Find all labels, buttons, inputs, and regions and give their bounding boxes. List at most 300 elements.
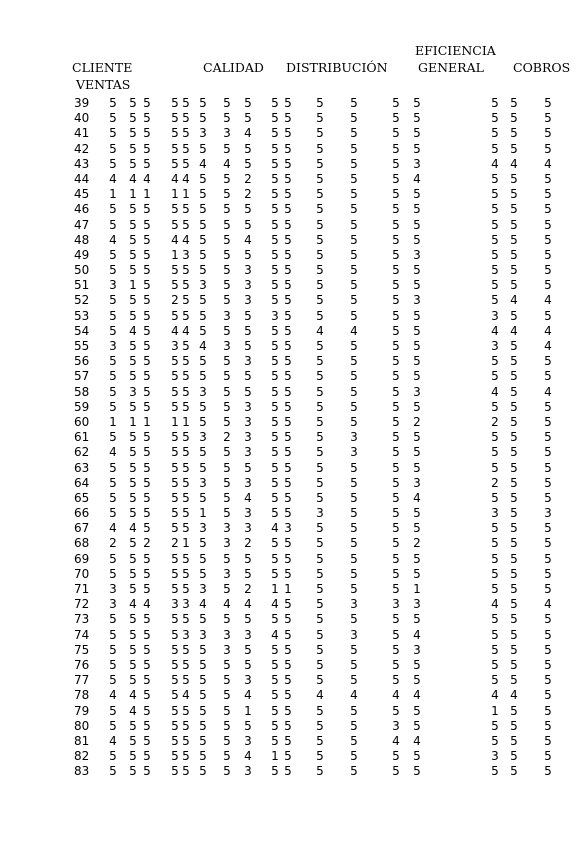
table-row xyxy=(0,719,580,734)
table-cell: 5 xyxy=(109,764,117,779)
table-cell: 4 xyxy=(182,688,190,703)
table-cell: 5 xyxy=(316,597,324,612)
table-cell: 5 xyxy=(143,627,151,642)
table-cell: 5 xyxy=(143,657,151,672)
table-cell: 5 xyxy=(223,278,231,293)
table-row xyxy=(0,415,580,430)
row-id: 46 xyxy=(74,202,90,217)
table-cell: 5 xyxy=(413,202,421,217)
table-cell: 5 xyxy=(350,460,358,475)
table-cell: 5 xyxy=(129,232,137,247)
table-cell: 5 xyxy=(392,126,400,141)
table-cell: 5 xyxy=(316,430,324,445)
table-cell: 5 xyxy=(182,673,190,688)
table-cell: 5 xyxy=(350,156,358,171)
table-cell: 5 xyxy=(392,506,400,521)
table-cell: 5 xyxy=(392,764,400,779)
table-cell: 5 xyxy=(316,445,324,460)
table-cell: 4 xyxy=(491,688,499,703)
table-cell: 5 xyxy=(271,430,279,445)
table-cell: 5 xyxy=(129,430,137,445)
header-eficiencia: EFICIENCIA xyxy=(415,43,496,58)
table-cell: 5 xyxy=(284,111,292,126)
table-cell: 3 xyxy=(491,339,499,353)
table-cell: 4 xyxy=(244,597,252,612)
table-cell: 5 xyxy=(544,96,552,110)
table-cell: 1 xyxy=(143,187,151,202)
table-cell: 5 xyxy=(544,642,552,657)
table-cell: 4 xyxy=(413,171,421,186)
table-cell: 5 xyxy=(171,141,179,156)
table-cell: 5 xyxy=(510,354,518,369)
table-cell: 5 xyxy=(316,475,324,490)
table-cell: 5 xyxy=(109,384,117,399)
table-cell: 5 xyxy=(271,460,279,475)
table-row xyxy=(0,536,580,551)
table-cell: 4 xyxy=(510,323,518,338)
table-cell: 5 xyxy=(392,141,400,156)
table-cell: 5 xyxy=(413,506,421,521)
table-row xyxy=(0,385,580,400)
table-cell: 5 xyxy=(223,217,231,232)
table-cell: 5 xyxy=(182,384,190,399)
table-cell: 5 xyxy=(350,582,358,596)
table-cell: 5 xyxy=(182,126,190,141)
table-cell: 5 xyxy=(143,733,151,748)
table-cell: 5 xyxy=(109,566,117,581)
table-cell: 5 xyxy=(129,217,137,232)
table-cell: 2 xyxy=(413,536,421,551)
table-cell: 5 xyxy=(182,308,190,323)
table-cell: 5 xyxy=(129,369,137,384)
table-cell: 5 xyxy=(244,111,252,126)
table-cell: 5 xyxy=(392,551,400,566)
table-cell: 5 xyxy=(109,111,117,126)
table-cell: 5 xyxy=(544,460,552,475)
table-cell: 2 xyxy=(491,475,499,490)
header-cliente: CLIENTE xyxy=(72,60,133,75)
table-cell: 5 xyxy=(316,657,324,672)
header-calidad: CALIDAD xyxy=(203,60,264,75)
table-cell: 5 xyxy=(171,399,179,414)
table-cell: 5 xyxy=(316,566,324,581)
table-cell: 4 xyxy=(392,688,400,703)
table-cell: 5 xyxy=(271,354,279,369)
table-cell: 3 xyxy=(199,582,207,596)
table-cell: 1 xyxy=(271,749,279,764)
table-cell: 5 xyxy=(244,657,252,672)
table-cell: 5 xyxy=(199,96,207,110)
table-cell: 5 xyxy=(271,733,279,748)
table-cell: 5 xyxy=(510,399,518,414)
table-cell: 1 xyxy=(143,414,151,429)
table-cell: 5 xyxy=(350,96,358,110)
table-cell: 5 xyxy=(223,673,231,688)
table-cell: 5 xyxy=(284,384,292,399)
table-cell: 5 xyxy=(171,749,179,764)
table-cell: 5 xyxy=(271,384,279,399)
table-cell: 3 xyxy=(491,308,499,323)
table-cell: 5 xyxy=(143,718,151,733)
table-cell: 5 xyxy=(271,566,279,581)
table-cell: 5 xyxy=(223,171,231,186)
table-cell: 5 xyxy=(350,187,358,202)
table-cell: 3 xyxy=(491,749,499,764)
table-cell: 5 xyxy=(413,126,421,141)
table-cell: 5 xyxy=(510,733,518,748)
table-cell: 3 xyxy=(199,521,207,536)
row-id: 62 xyxy=(74,445,90,460)
row-id: 63 xyxy=(74,460,90,475)
table-cell: 2 xyxy=(244,582,252,596)
table-cell: 5 xyxy=(413,263,421,278)
table-cell: 4 xyxy=(544,156,552,171)
table-cell: 5 xyxy=(350,612,358,627)
table-cell: 5 xyxy=(271,551,279,566)
table-cell: 5 xyxy=(544,673,552,688)
table-cell: 5 xyxy=(182,764,190,779)
row-id: 42 xyxy=(74,141,90,156)
table-cell: 5 xyxy=(413,703,421,718)
table-cell: 5 xyxy=(223,551,231,566)
table-cell: 5 xyxy=(316,202,324,217)
table-cell: 5 xyxy=(143,308,151,323)
table-cell: 5 xyxy=(271,657,279,672)
table-cell: 5 xyxy=(171,642,179,657)
table-cell: 5 xyxy=(199,718,207,733)
table-cell: 2 xyxy=(143,536,151,551)
table-cell: 5 xyxy=(510,187,518,202)
table-cell: 3 xyxy=(271,308,279,323)
table-cell: 3 xyxy=(182,627,190,642)
table-cell: 4 xyxy=(544,339,552,353)
table-cell: 5 xyxy=(199,657,207,672)
table-cell: 5 xyxy=(223,111,231,126)
table-cell: 4 xyxy=(182,232,190,247)
table-cell: 5 xyxy=(544,369,552,384)
table-cell: 1 xyxy=(109,187,117,202)
table-cell: 5 xyxy=(544,445,552,460)
table-cell: 5 xyxy=(544,749,552,764)
table-cell: 5 xyxy=(284,263,292,278)
row-id: 56 xyxy=(74,354,90,369)
table-cell: 5 xyxy=(171,278,179,293)
table-cell: 5 xyxy=(284,749,292,764)
table-cell: 5 xyxy=(109,354,117,369)
table-cell: 5 xyxy=(284,126,292,141)
table-cell: 5 xyxy=(392,96,400,110)
table-cell: 3 xyxy=(182,247,190,262)
table-cell: 5 xyxy=(129,126,137,141)
table-cell: 5 xyxy=(316,278,324,293)
table-cell: 5 xyxy=(316,384,324,399)
table-cell: 5 xyxy=(109,612,117,627)
table-cell: 5 xyxy=(316,232,324,247)
table-cell: 5 xyxy=(284,657,292,672)
table-cell: 5 xyxy=(284,308,292,323)
table-cell: 5 xyxy=(223,657,231,672)
table-cell: 4 xyxy=(129,323,137,338)
table-cell: 5 xyxy=(182,141,190,156)
table-cell: 5 xyxy=(223,749,231,764)
table-cell: 5 xyxy=(271,536,279,551)
table-cell: 4 xyxy=(143,597,151,612)
table-cell: 5 xyxy=(129,339,137,353)
table-cell: 5 xyxy=(284,430,292,445)
table-cell: 5 xyxy=(316,460,324,475)
table-cell: 5 xyxy=(284,506,292,521)
table-cell: 5 xyxy=(544,354,552,369)
table-cell: 3 xyxy=(199,126,207,141)
table-cell: 3 xyxy=(413,384,421,399)
row-id: 51 xyxy=(74,278,90,293)
table-cell: 5 xyxy=(199,566,207,581)
table-cell: 5 xyxy=(171,308,179,323)
table-row xyxy=(0,278,580,293)
table-cell: 5 xyxy=(316,733,324,748)
table-cell: 5 xyxy=(510,414,518,429)
table-cell: 5 xyxy=(316,521,324,536)
table-cell: 5 xyxy=(284,673,292,688)
table-cell: 5 xyxy=(223,384,231,399)
row-id: 65 xyxy=(74,490,90,505)
table-cell: 5 xyxy=(491,521,499,536)
table-cell: 5 xyxy=(182,749,190,764)
table-cell: 3 xyxy=(199,430,207,445)
table-cell: 5 xyxy=(143,582,151,596)
table-cell: 5 xyxy=(182,354,190,369)
table-cell: 5 xyxy=(244,369,252,384)
table-cell: 5 xyxy=(129,354,137,369)
table-cell: 5 xyxy=(284,141,292,156)
table-cell: 5 xyxy=(284,460,292,475)
table-cell: 1 xyxy=(171,247,179,262)
table-cell: 2 xyxy=(223,430,231,445)
table-cell: 4 xyxy=(129,171,137,186)
table-cell: 5 xyxy=(510,339,518,353)
table-cell: 5 xyxy=(182,339,190,353)
table-cell: 5 xyxy=(510,232,518,247)
table-row xyxy=(0,612,580,627)
table-cell: 4 xyxy=(109,733,117,748)
table-cell: 5 xyxy=(392,247,400,262)
table-cell: 5 xyxy=(491,445,499,460)
table-cell: 5 xyxy=(284,293,292,308)
table-cell: 5 xyxy=(316,399,324,414)
table-cell: 4 xyxy=(510,688,518,703)
table-cell: 2 xyxy=(244,187,252,202)
table-cell: 5 xyxy=(143,384,151,399)
row-id: 53 xyxy=(74,308,90,323)
table-cell: 1 xyxy=(182,414,190,429)
table-cell: 4 xyxy=(129,688,137,703)
table-cell: 5 xyxy=(199,187,207,202)
table-cell: 5 xyxy=(316,627,324,642)
table-cell: 5 xyxy=(544,733,552,748)
table-cell: 5 xyxy=(392,490,400,505)
table-cell: 5 xyxy=(271,217,279,232)
table-cell: 5 xyxy=(129,612,137,627)
table-cell: 5 xyxy=(223,582,231,596)
table-cell: 5 xyxy=(199,369,207,384)
table-cell: 5 xyxy=(510,627,518,642)
table-cell: 5 xyxy=(171,673,179,688)
table-cell: 5 xyxy=(284,612,292,627)
table-cell: 3 xyxy=(109,597,117,612)
table-cell: 5 xyxy=(271,111,279,126)
table-cell: 4 xyxy=(109,445,117,460)
table-cell: 5 xyxy=(109,308,117,323)
table-cell: 3 xyxy=(223,308,231,323)
row-id: 82 xyxy=(74,749,90,764)
table-cell: 5 xyxy=(129,460,137,475)
table-cell: 3 xyxy=(171,339,179,353)
table-cell: 5 xyxy=(143,475,151,490)
table-cell: 5 xyxy=(171,582,179,596)
row-id: 49 xyxy=(74,247,90,262)
table-cell: 5 xyxy=(491,278,499,293)
table-cell: 3 xyxy=(413,475,421,490)
table-cell: 5 xyxy=(171,126,179,141)
table-row xyxy=(0,476,580,491)
table-cell: 4 xyxy=(244,688,252,703)
row-id: 39 xyxy=(74,96,90,110)
table-cell: 5 xyxy=(316,263,324,278)
table-cell: 5 xyxy=(182,733,190,748)
table-cell: 3 xyxy=(392,597,400,612)
table-cell: 3 xyxy=(223,339,231,353)
table-cell: 5 xyxy=(350,399,358,414)
table-cell: 5 xyxy=(413,354,421,369)
header-cobros: COBROS xyxy=(513,60,571,75)
table-cell: 5 xyxy=(171,688,179,703)
table-cell: 5 xyxy=(171,521,179,536)
table-cell: 5 xyxy=(392,369,400,384)
table-cell: 5 xyxy=(316,718,324,733)
table-cell: 5 xyxy=(171,202,179,217)
table-cell: 5 xyxy=(129,202,137,217)
table-cell: 5 xyxy=(109,551,117,566)
table-cell: 5 xyxy=(491,217,499,232)
table-cell: 5 xyxy=(392,232,400,247)
table-cell: 5 xyxy=(129,718,137,733)
table-cell: 5 xyxy=(544,278,552,293)
table-cell: 5 xyxy=(109,627,117,642)
table-cell: 5 xyxy=(199,414,207,429)
table-cell: 5 xyxy=(284,718,292,733)
table-cell: 5 xyxy=(129,475,137,490)
table-cell: 5 xyxy=(413,673,421,688)
table-cell: 5 xyxy=(544,521,552,536)
table-cell: 4 xyxy=(109,232,117,247)
table-cell: 5 xyxy=(510,597,518,612)
table-cell: 5 xyxy=(544,688,552,703)
table-cell: 5 xyxy=(544,657,552,672)
table-cell: 5 xyxy=(544,247,552,262)
table-cell: 5 xyxy=(350,642,358,657)
table-cell: 3 xyxy=(413,247,421,262)
table-cell: 5 xyxy=(491,430,499,445)
table-cell: 5 xyxy=(171,551,179,566)
table-cell: 5 xyxy=(544,126,552,141)
table-cell: 5 xyxy=(223,323,231,338)
table-cell: 1 xyxy=(129,278,137,293)
table-cell: 5 xyxy=(491,551,499,566)
table-cell: 4 xyxy=(271,597,279,612)
table-cell: 5 xyxy=(350,506,358,521)
table-cell: 5 xyxy=(109,490,117,505)
table-cell: 5 xyxy=(413,339,421,353)
table-row xyxy=(0,218,580,233)
table-cell: 5 xyxy=(171,627,179,642)
table-cell: 5 xyxy=(223,293,231,308)
table-cell: 5 xyxy=(544,612,552,627)
table-cell: 5 xyxy=(271,126,279,141)
table-cell: 5 xyxy=(171,460,179,475)
table-cell: 5 xyxy=(199,247,207,262)
table-cell: 5 xyxy=(284,187,292,202)
row-id: 77 xyxy=(74,673,90,688)
table-cell: 5 xyxy=(271,399,279,414)
table-cell: 4 xyxy=(544,293,552,308)
table-cell: 5 xyxy=(413,369,421,384)
table-cell: 5 xyxy=(392,384,400,399)
table-cell: 5 xyxy=(350,764,358,779)
table-cell: 5 xyxy=(491,354,499,369)
table-cell: 5 xyxy=(143,430,151,445)
table-cell: 5 xyxy=(316,217,324,232)
table-cell: 5 xyxy=(413,399,421,414)
table-cell: 5 xyxy=(316,414,324,429)
table-cell: 3 xyxy=(244,399,252,414)
table-cell: 5 xyxy=(109,217,117,232)
table-cell: 5 xyxy=(413,612,421,627)
table-cell: 5 xyxy=(510,566,518,581)
table-cell: 5 xyxy=(510,582,518,596)
table-cell: 5 xyxy=(350,536,358,551)
table-cell: 5 xyxy=(491,171,499,186)
table-cell: 5 xyxy=(350,111,358,126)
table-cell: 5 xyxy=(350,475,358,490)
table-cell: 5 xyxy=(316,764,324,779)
table-cell: 5 xyxy=(491,566,499,581)
table-cell: 5 xyxy=(413,764,421,779)
table-cell: 5 xyxy=(244,551,252,566)
table-row xyxy=(0,157,580,172)
table-cell: 5 xyxy=(199,551,207,566)
table-cell: 5 xyxy=(199,232,207,247)
table-cell: 5 xyxy=(244,718,252,733)
table-row xyxy=(0,324,580,339)
table-cell: 5 xyxy=(544,263,552,278)
table-cell: 5 xyxy=(129,764,137,779)
table-cell: 5 xyxy=(350,232,358,247)
table-cell: 5 xyxy=(510,430,518,445)
table-cell: 5 xyxy=(392,414,400,429)
table-cell: 5 xyxy=(223,703,231,718)
table-cell: 5 xyxy=(129,96,137,110)
table-cell: 5 xyxy=(350,733,358,748)
table-cell: 1 xyxy=(244,703,252,718)
table-cell: 5 xyxy=(171,718,179,733)
table-cell: 2 xyxy=(171,536,179,551)
table-cell: 5 xyxy=(392,460,400,475)
table-cell: 3 xyxy=(244,445,252,460)
table-row xyxy=(0,309,580,324)
table-cell: 5 xyxy=(350,384,358,399)
table-cell: 5 xyxy=(182,566,190,581)
table-cell: 5 xyxy=(199,490,207,505)
